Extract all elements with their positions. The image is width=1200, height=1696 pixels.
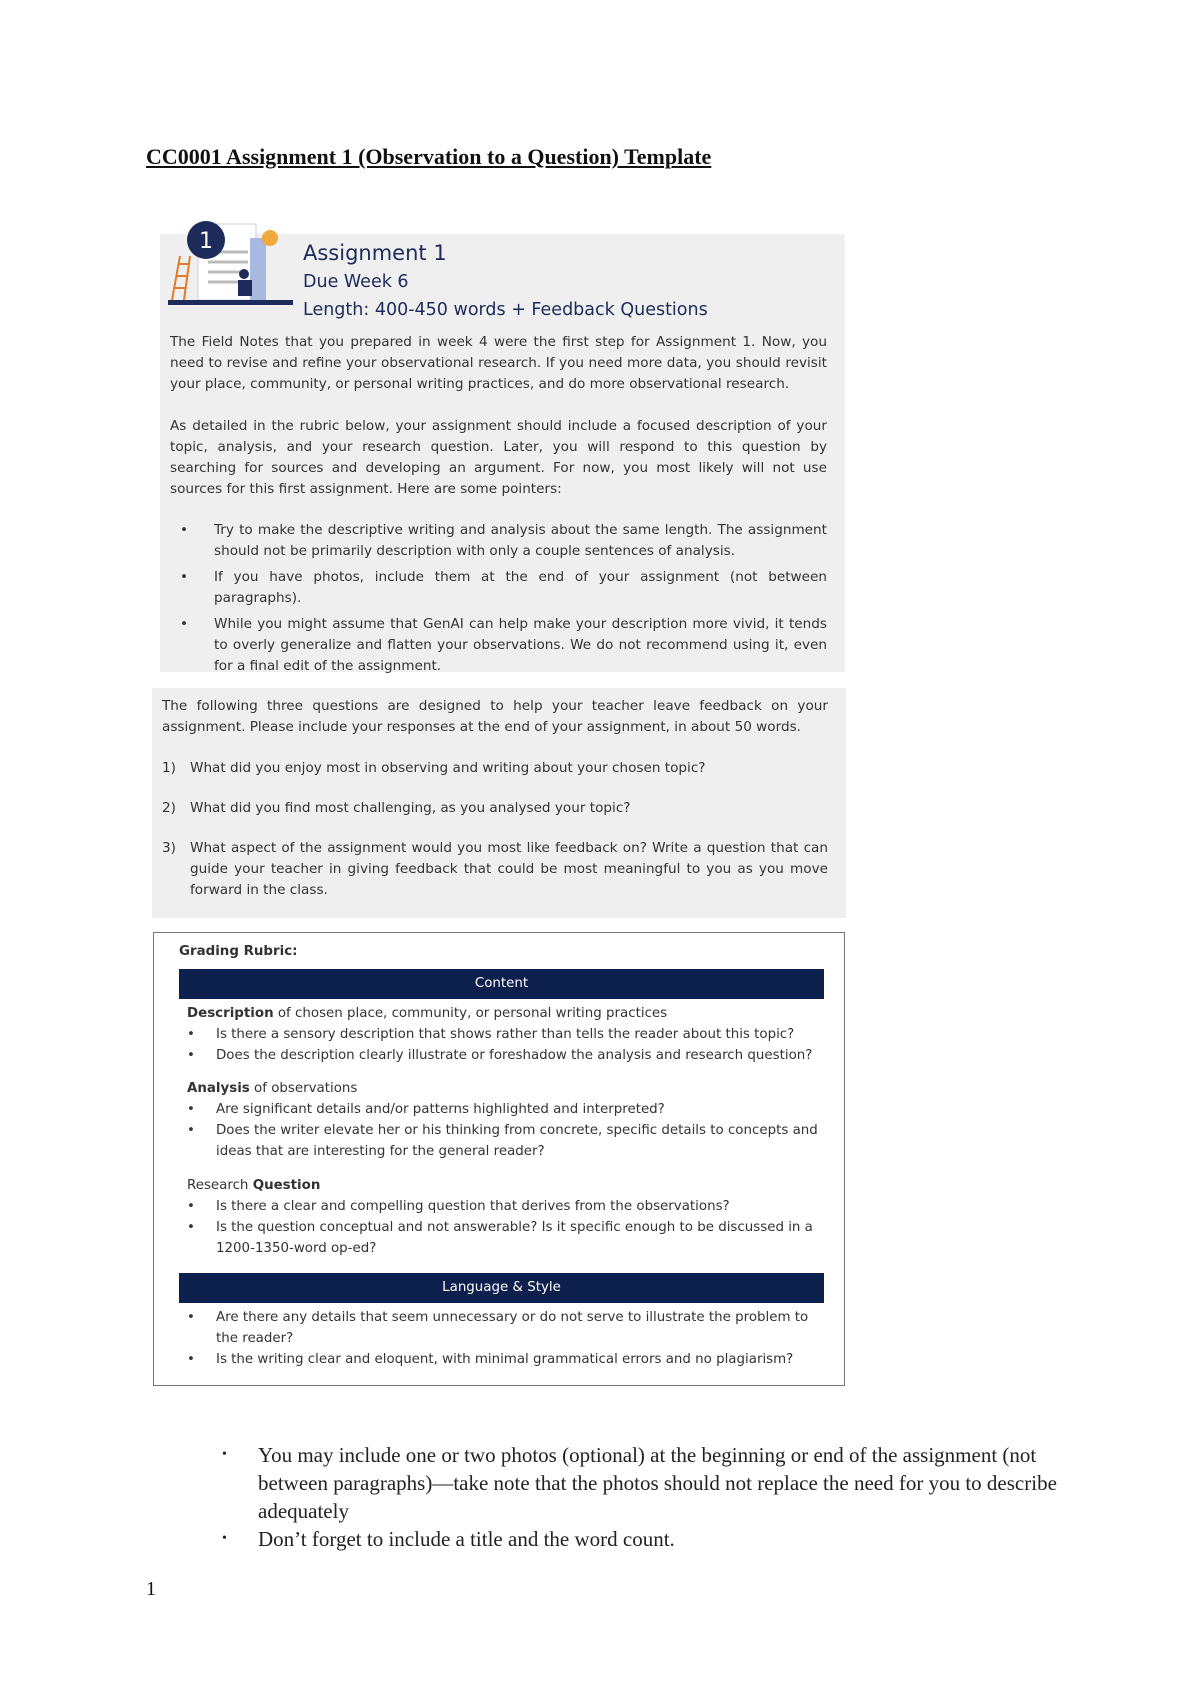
rubric-style: • Are there any details that seem unnecessary or do not serve to illustrate the problem to the reader? • Is the writing clear and eloquent, with minimal grammatical errors and no plagiarism? [187,1307,824,1370]
rubric-description: Description of chosen place, community, or personal writing practices • Is there a sensory description that shows rather than tells the reader about this topic? • Does the description clearly illustrate or foreshadow the analysis and research question? [187,1003,824,1066]
list-item: • If you have photos, include them at the end of your assignment (not between paragraphs). [170,567,827,609]
list-item: 2) What did you find most challenging, as you analysed your topic? [162,800,631,816]
list-item: • Try to make the descriptive writing and analysis about the same length. The assignment should not be primarily description with only a couple sentences of analysis. [170,520,827,562]
assignment-info-box [160,229,845,674]
page-number: 1 [146,1578,156,1600]
feedback-questions-box [152,688,846,918]
rubric-research-question: Research Question • Is there a clear and compelling question that derives from the observations? • Is the question conceptual and not answerable? Is it specific enough to be discussed in a 1200-1350-word op-ed? [187,1175,824,1259]
style-band: Language & Style [179,1273,824,1303]
feedback-intro: The following three questions are designed to help your teacher leave feedback on your assignment. Please include your responses at the end of your assignment, in about 50 words. [162,698,828,735]
assignment-illustration-icon [168,218,293,318]
rubric-intro-paragraph: As detailed in the rubric below, your assignment should include a focused description of your topic, analysis, and your research question. Later, you will respond to this question by searching for sources and developing an argument. For now, you most likely will not use sources for this first assignment. Here are some pointers: [170,418,827,497]
intro-paragraph: The Field Notes that you prepared in week 4 were the first step for Assignment 1. Now, you need to revise and refine your observational research. If you need more data, you should revisit your place, community, or personal writing practices, and do more observational research. [170,334,827,392]
list-item: 1) What did you enjoy most in observing and writing about your chosen topic? [162,760,706,776]
footer-bullets [176,1441,1076,1553]
list-item: • Don’t forget to include a title and the word count. [216,1525,1076,1553]
length-requirement: Length: 400-450 words + Feedback Questions [303,300,708,320]
grading-rubric [153,932,845,1386]
rubric-analysis: Analysis of observations • Are significant details and/or patterns highlighted and interpreted? • Does the writer elevate her or his thinking from concrete, specific details to concepts and ideas that are interesting for the general reader? [187,1078,824,1162]
assignment-heading: Assignment 1 [303,241,447,265]
list-item: • While you might assume that GenAI can help make your description more vivid, it tends to overly generalize and flatten your observations. We do not recommend using it, even for a final edit of the assignment. [170,614,827,677]
content-band: Content [179,969,824,999]
list-item: 3) What aspect of the assignment would you most like feedback on? Write a question that can guide your teacher in giving feedback that could be most meaningful to you as you move forward in the class. [162,840,828,898]
pointers-list [170,520,827,682]
list-item: • You may include one or two photos (optional) at the beginning or end of the assignment (not between paragraphs)—take note that the photos should not replace the need for you to describe adequately [216,1441,1076,1525]
due-date: Due Week 6 [303,272,409,292]
rubric-title: Grading Rubric: [179,944,298,959]
svg-text:1: 1 [199,229,213,254]
document-title: CC0001 Assignment 1 (Observation to a Question) Template [146,144,712,169]
